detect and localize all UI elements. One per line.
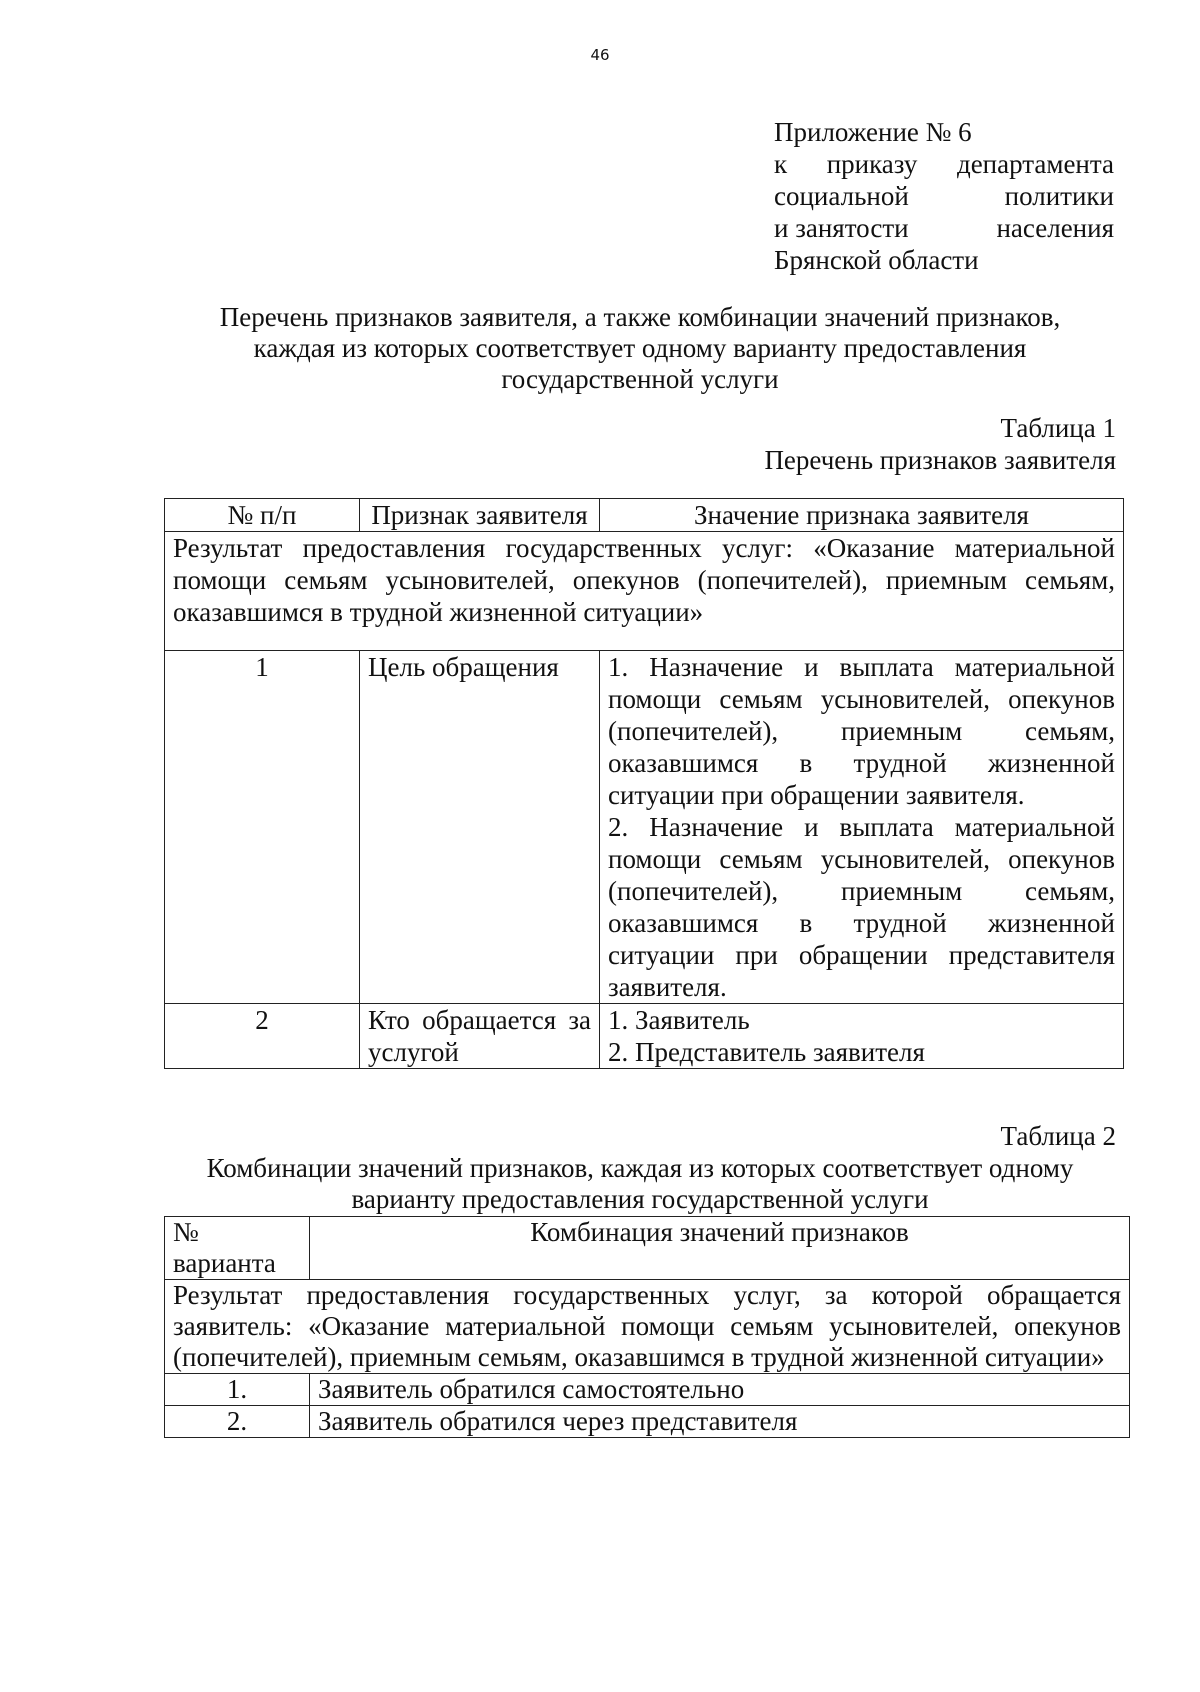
table1-title: Перечень признаков заявителя <box>764 445 1116 475</box>
appendix-region: Брянской области <box>774 245 979 275</box>
table-row <box>165 1004 1124 1069</box>
table2-title-line: варианту предоставления государственной услуги <box>351 1184 929 1214</box>
title-line: государственной услуги <box>501 364 779 394</box>
appendix-block <box>774 116 1114 276</box>
appendix-line-2 <box>774 148 1114 180</box>
table2-caption-number <box>1001 1120 1116 1152</box>
table1 <box>164 498 1124 1069</box>
table2-caption-title <box>150 1153 1130 1215</box>
table2 <box>164 1216 1130 1438</box>
table1-header-num: № п/п <box>165 499 360 532</box>
table2-row2-num: 2. <box>165 1406 310 1438</box>
appendix-word: политики <box>1004 181 1114 211</box>
table2-header-row <box>165 1217 1130 1280</box>
appendix-line-5 <box>774 244 1114 276</box>
table-row <box>165 1406 1130 1438</box>
table2-title-line: Комбинации значений признаков, каждая из которых соответствует одному <box>206 1153 1074 1183</box>
table1-number: Таблица 1 <box>1000 413 1116 443</box>
appendix-number: Приложение № 6 <box>774 117 972 147</box>
table1-row2-attribute: Кто обращается за услугой <box>360 1004 600 1069</box>
appendix-word: населения <box>996 213 1114 243</box>
title-line: Перечень признаков заявителя, а также комбинации значений признаков, <box>219 302 1061 332</box>
table1-header-value: Значение признака заявителя <box>600 499 1124 532</box>
appendix-word: и занятости <box>774 213 909 243</box>
table1-header-row <box>165 499 1124 532</box>
appendix-line-3 <box>774 180 1114 212</box>
table-row <box>165 651 1124 1004</box>
table2-result-text: Результат предоставления государственных услуг, за которой обращается заявитель: «Оказание материальной помощи семьям усыновителей, опекунов (попечителей), приемным семьям, оказавшимся в трудной жизненной ситуации» <box>165 1280 1130 1374</box>
table2-row2-combination: Заявитель обратился через представителя <box>310 1406 1130 1438</box>
table1-row1-values <box>600 651 1124 1004</box>
appendix-word: департамента <box>956 149 1114 179</box>
table2-number: Таблица 2 <box>1000 1121 1116 1151</box>
table2-row1-combination: Заявитель обратился самостоятельно <box>310 1374 1130 1406</box>
table1-row2-num: 2 <box>165 1004 360 1069</box>
table1-row2-value-2: 2. Представитель заявителя <box>608 1037 925 1067</box>
table1-result-text: Результат предоставления государственных услуг: «Оказание материальной помощи семьям усыновителей, опекунов (попечителей), приемным семьям, оказавшимся в трудной жизненной ситуации» <box>165 532 1124 651</box>
table1-row1-attribute: Цель обращения <box>360 651 600 1004</box>
appendix-line-1 <box>774 116 1114 148</box>
table1-row1-num: 1 <box>165 651 360 1004</box>
table2-header-combination: Комбинация значений признаков <box>310 1217 1130 1280</box>
table2-result-row <box>165 1280 1130 1374</box>
table1-row2-values <box>600 1004 1124 1069</box>
table1-row1-value-2: 2. Назначение и выплата материальной помощи семьям усыновителей, опекунов (попечителей), приемным семьям, оказавшимся в трудной жизненной ситуации при обращении представителя заявителя. <box>608 812 1115 1002</box>
table1-caption <box>764 412 1116 476</box>
appendix-word: к <box>774 149 788 179</box>
appendix-word: приказу <box>826 149 918 179</box>
table1-row2-value-1: 1. Заявитель <box>608 1005 750 1035</box>
table-row <box>165 1374 1130 1406</box>
table1-header-attribute: Признак заявителя <box>360 499 600 532</box>
appendix-line-4 <box>774 212 1114 244</box>
table2-header-num: № варианта <box>165 1217 310 1280</box>
document-title <box>150 302 1130 395</box>
table2-row1-num: 1. <box>165 1374 310 1406</box>
table1-result-row <box>165 532 1124 651</box>
title-line: каждая из которых соответствует одному варианту предоставления <box>253 333 1027 363</box>
appendix-word: социальной <box>774 181 909 211</box>
table1-row1-value-1: 1. Назначение и выплата материальной помощи семьям усыновителей, опекунов (попечителей), приемным семьям, оказавшимся в трудной жизненной ситуации при обращении заявителя. <box>608 652 1115 810</box>
page-number: 46 <box>590 46 610 64</box>
